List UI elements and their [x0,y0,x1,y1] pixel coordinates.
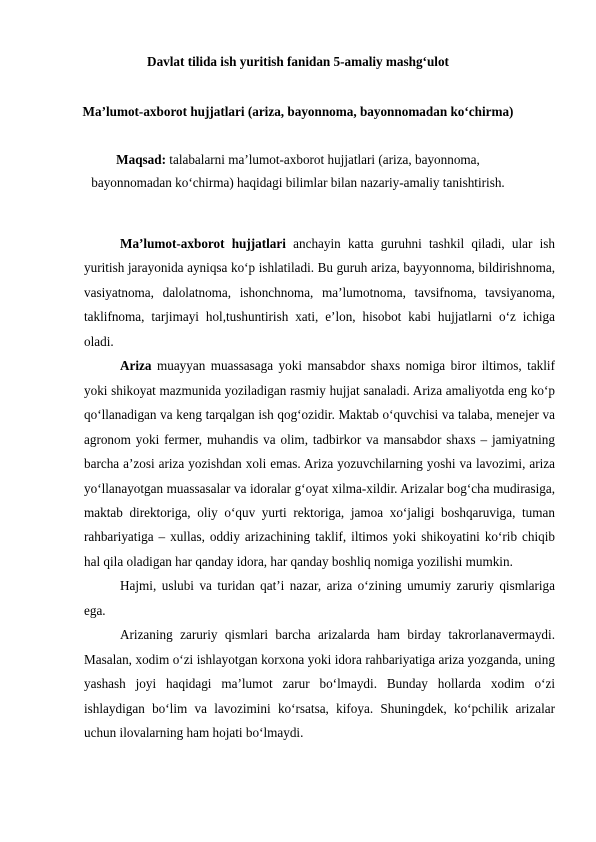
aim-line-2: bayonnomadan ko‘chirma) haqidagi bilimlar bilan nazariy-amaliy tanishtirish. [91,175,505,190]
aim-block [0,148,596,194]
body-text [84,232,555,746]
aim-label: Maqsad: [116,152,166,167]
document-subtitle: Ma’lumot-axborot hujjatlari (ariza, bayonnoma, bayonnomadan ko‘chirma) [82,104,514,119]
aim-text-1: talabalarni ma’lumot-axborot hujjatlari (ariza, bayonnoma, [166,152,480,167]
aim-line-1 [0,148,596,171]
paragraph-4 [84,623,555,745]
paragraph-2-term: Ariza [120,358,152,374]
paragraph-1-text: anchayin katta guruhni tashkil qiladi, ular ish yuritish jarayonida ayniqsa ko‘p ishlatiladi. Bu guruh ariza, bayyonnoma, bildirishnoma, vasiyatnoma, dalolatnoma, ishonchnoma, ma’lumotnoma, tavsifnoma, tavsiyanoma, taklifnoma, tarjimayi hol,tushuntirish xati, e’lon, hisobot kabi hujjatlarni o‘z ichiga oladi. [84,236,555,349]
paragraph-4-text: Arizaning zaruriy qismlari barcha arizalarda ham birday takrorlanavermaydi. Masalan, xodim o‘zi ishlayotgan korxona yoki idora rahbariyatiga ariza yozganda, uning yashash joyi haqidagi ma’lumot zarur bo‘lmaydi. Bunday hollarda xodim o‘zi ishlaydigan bo‘lim va lavozimini ko‘rsatsa, kifoya. Shuningdek, ko‘pchilik arizalar uchun ilovalarning ham hojati bo‘lmaydi. [84,627,555,741]
paragraph-2 [84,354,555,574]
paragraph-1 [84,232,555,354]
paragraph-2-text: muayyan muassasaga yoki mansabdor shaxs nomiga biror iltimos, taklif yoki shikoyat mazmunida yoziladigan rasmiy hujjat sanaladi. Ariza amaliyotda eng ko‘p qo‘llanadigan va keng tarqalgan ish qog‘ozidir. Maktab o‘quvchisi va talaba, menejer va agronom yoki fermer, muhandis va olim, tadbirkor va mansabdor shaxs – jamiyatning barcha a’zosi ariza yozishdan xoli emas. Ariza yozuvchilarning yoshi va lavozimi, ariza yo‘llanayotgan muassasalar va idoralar g‘oyat xilma-xildir. Arizalar bog‘cha mudirasiga, maktab direktoriga, oliy o‘quv yurti rektoriga, jamoa xo‘jaligi boshqaruviga, tuman rahbariyatiga – xullas, oddiy arizachining taklif, iltimos yoki shikoyatini ko‘rib chiqib hal qila oladigan har qanday idora, har qanday boshliq nomiga yozilishi mumkin. [84,358,555,569]
paragraph-3-text: Hajmi, uslubi va turidan qat’i nazar, ariza o‘zining umumiy zaruriy qismlariga ega. [84,578,555,618]
document-title: Davlat tilida ish yuritish fanidan 5-amaliy mashg‘ulot [147,54,449,69]
paragraph-1-term: Ma’lumot-axborot hujjatlari [120,236,286,251]
paragraph-3 [84,574,555,623]
